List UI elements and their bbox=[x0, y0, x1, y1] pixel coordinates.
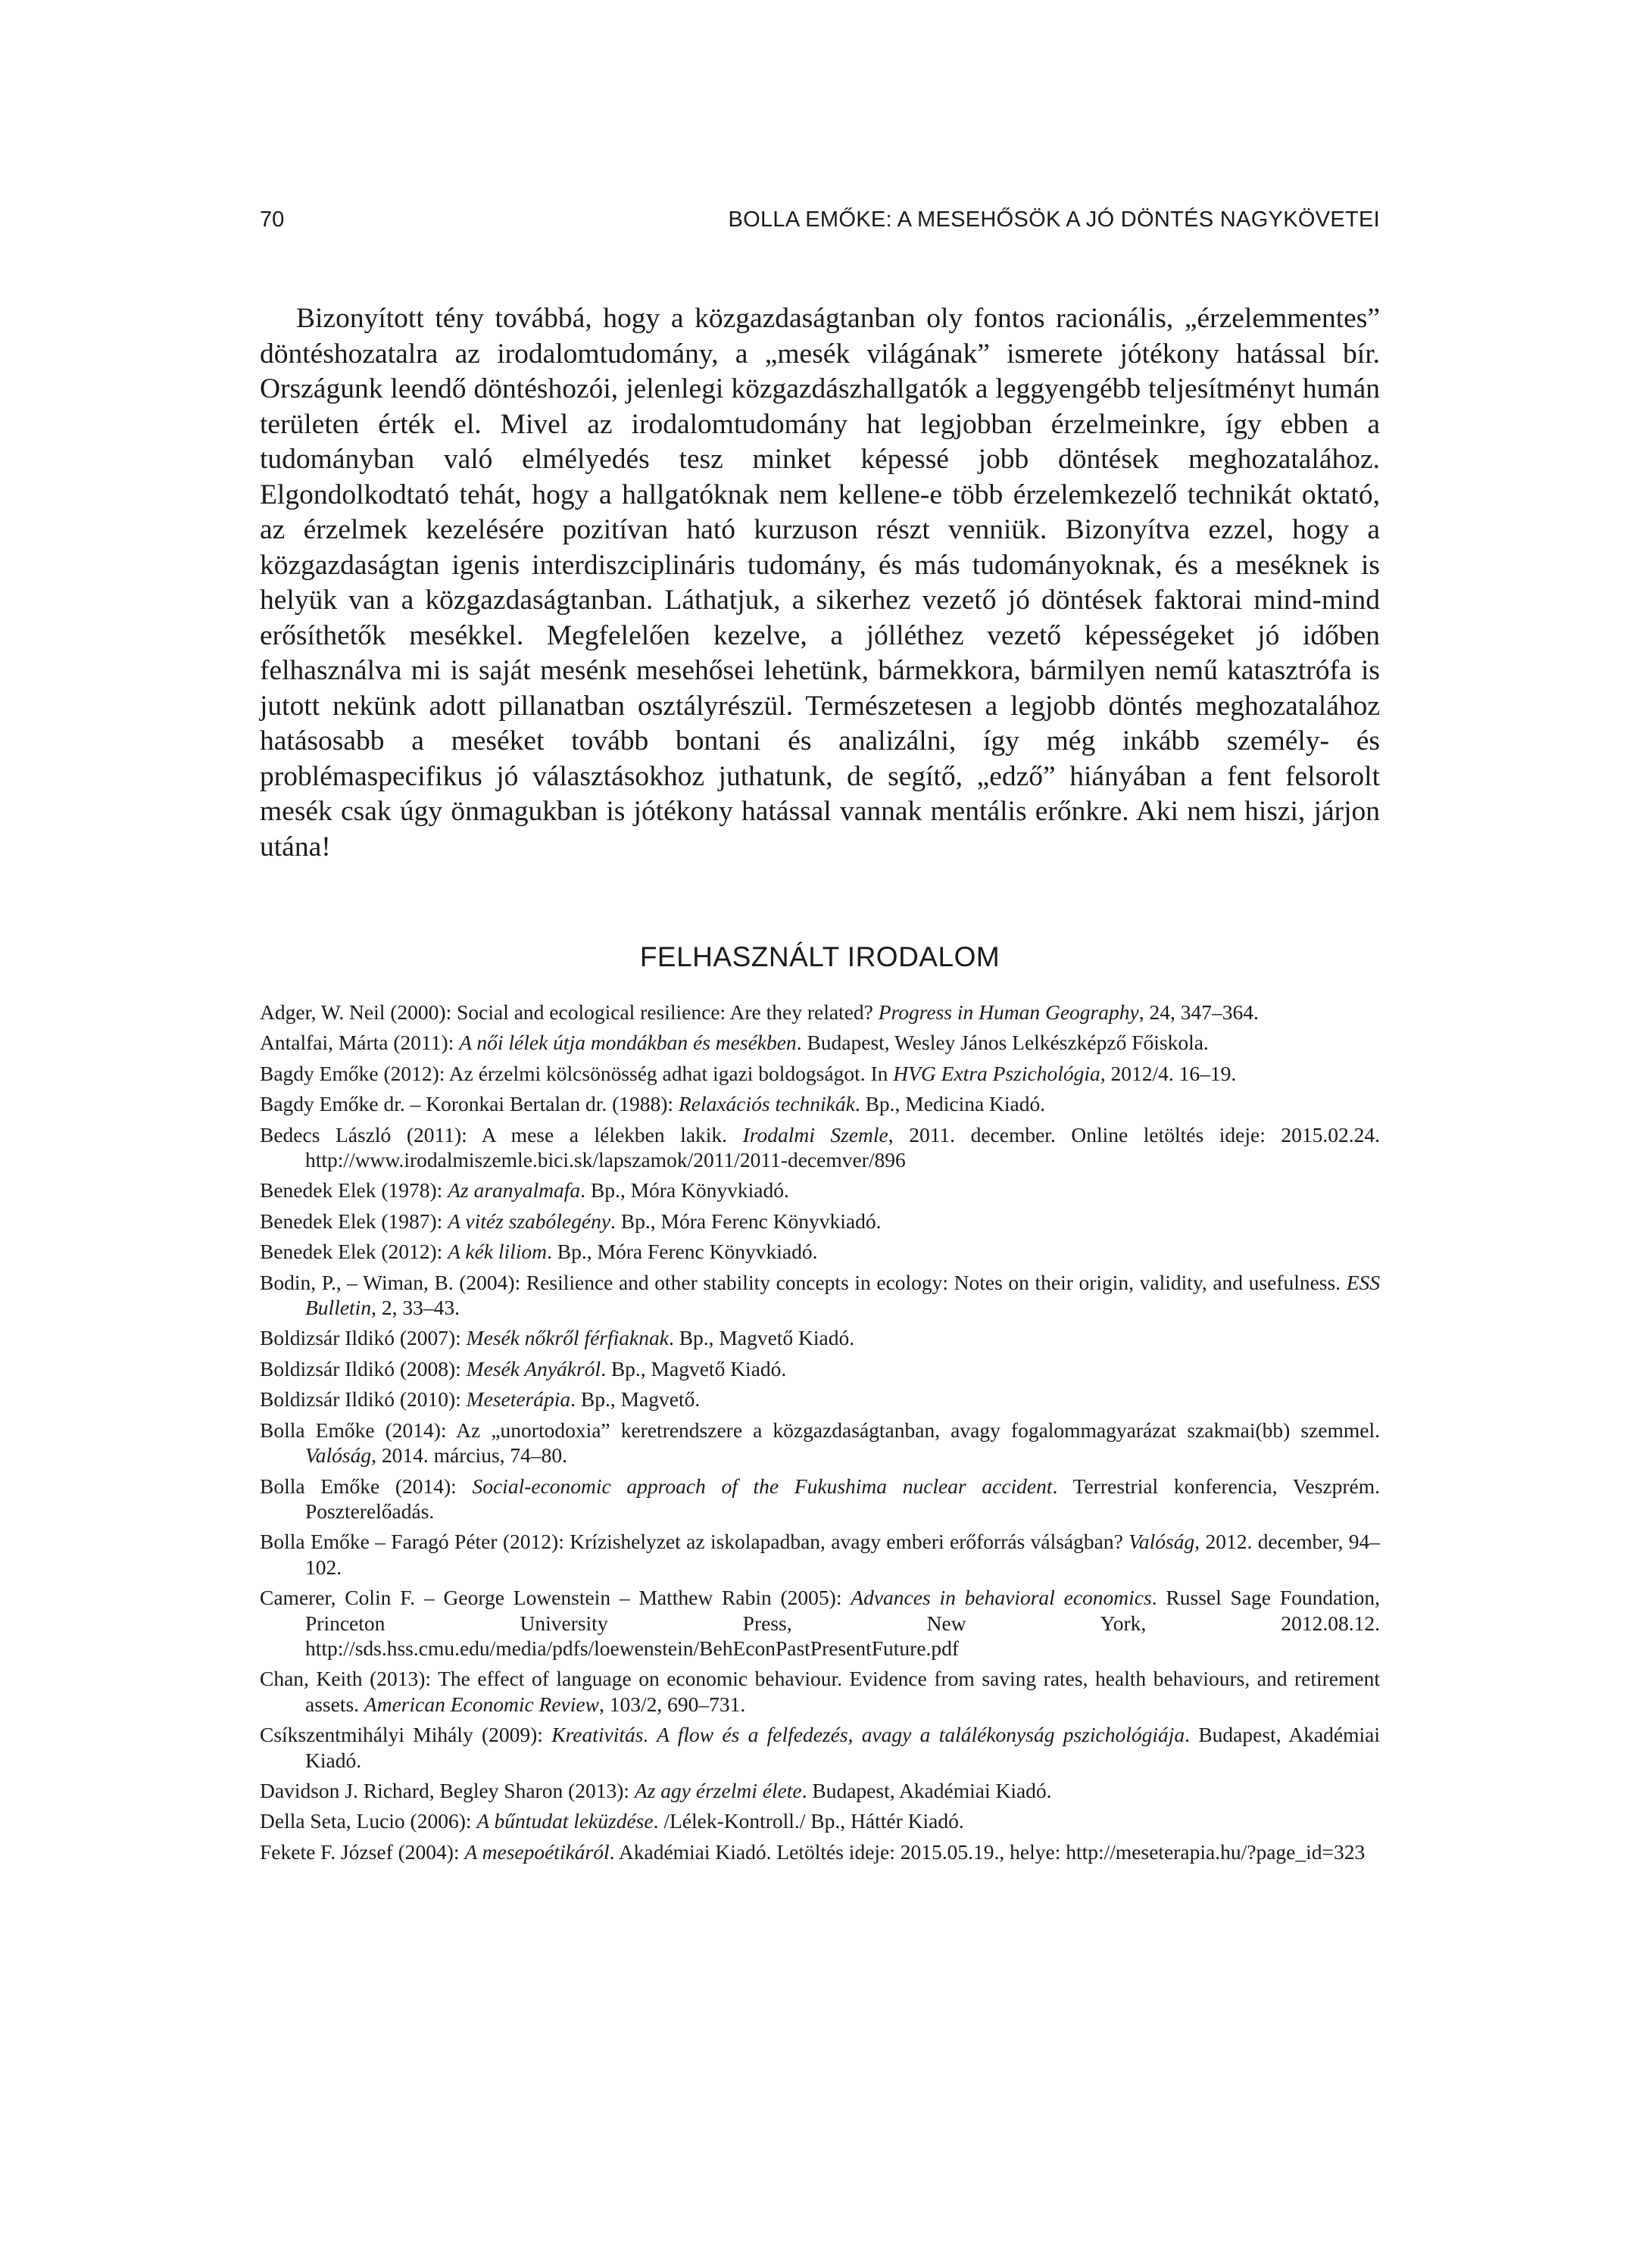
reference-title: Irodalmi Szemle bbox=[742, 1122, 888, 1146]
reference-text: Bagdy Emőke dr. – Koronkai Bertalan dr. (1988): bbox=[260, 1092, 679, 1116]
reference-title: Meseterápia bbox=[466, 1387, 571, 1412]
reference-text: Boldizsár Ildikó (2008): bbox=[260, 1356, 467, 1380]
reference-title: A bűntudat leküzdése bbox=[476, 1809, 654, 1833]
reference-item bbox=[260, 1666, 1380, 1717]
reference-text: Bolla Emőke – Faragó Péter (2012): Krízishelyzet az iskolapadban, avagy emberi erőforrás válságban? bbox=[260, 1530, 1129, 1554]
reference-item bbox=[260, 1778, 1380, 1803]
reference-title: HVG Extra Pszichológia bbox=[893, 1061, 1100, 1085]
reference-text: Bolla Emőke (2014): Az „unortodoxia” keretrendszere a közgazdaságtanban, avagy fogalommagyarázat szakmai(bb) szemmel. bbox=[260, 1418, 1380, 1442]
reference-item bbox=[260, 1387, 1380, 1412]
reference-details: , 103/2, 690–731. bbox=[598, 1692, 746, 1716]
reference-item bbox=[260, 1000, 1380, 1025]
reference-item bbox=[260, 1722, 1380, 1773]
reference-details: . Bp., Móra Ferenc Könyvkiadó. bbox=[547, 1240, 818, 1264]
reference-text: Davidson J. Richard, Begley Sharon (2013): bbox=[260, 1778, 635, 1802]
reference-title: Az agy érzelmi élete bbox=[634, 1778, 802, 1802]
reference-item bbox=[260, 1239, 1380, 1264]
reference-details: , 2014. március, 74–80. bbox=[371, 1443, 568, 1468]
reference-text: Boldizsár Ildikó (2007): bbox=[260, 1326, 467, 1350]
page-number: 70 bbox=[260, 207, 285, 232]
reference-item bbox=[260, 1474, 1380, 1524]
reference-details: , 24, 347–364. bbox=[1138, 1000, 1259, 1024]
reference-details: , 2012/4. 16–19. bbox=[1100, 1061, 1237, 1085]
body-paragraph: Bizonyított tény továbbá, hogy a közgazdaságtanban oly fontos racionális, „érzelemmentes” döntéshozatalra az irodalomtudomány, a „mesék világának” ismerete jótékony hatással bír. Országunk leendő döntéshozói, jelenlegi közgazdászhallgatók a leggyengébb teljesítményt humán területen érték el. Mivel az irodalomtudomány hat legjobban érzelmeinkre, így ebben a tudományban való elmélyedés tesz minket képessé jobb döntések meghozatalához. Elgondolkodtató tehát, hogy a hallgatóknak nem kellene-e több érzelemkezelő technikát oktató, az érzelmek kezelésére pozitívan ható kurzuson részt venniük. Bizonyítva ezzel, hogy a közgazdaságtan igenis interdiszciplináris tudomány, és más tudományoknak, és a meséknek is helyük van a közgazdaságtanban. Láthatjuk, a sikerhez vezető jó döntések faktorai mind-mind erősíthetők mesékkel. Megfelelően kezelve, a jólléthez vezető képességeket jó időben felhasználva mi is saját mesénk mesehősei lehetünk, bármekkora, bármilyen nemű katasztrófa is jutott nekünk adott pillanatban osztályrészül. Természetesen a legjobb döntés meghozatalához hatásosabb a meséket tovább bontani és analizálni, így még inkább személy- és problémaspecifikus jó választásokhoz juthatunk, de segítő, „edző” hiányában a fent felsorolt mesék csak úgy önmagukban is jótékony hatással vannak mentális erőnkre. Aki nem hiszi, járjon utána! bbox=[260, 303, 1380, 863]
reference-item bbox=[260, 1091, 1380, 1116]
reference-details: . Bp., Móra Ferenc Könyvkiadó. bbox=[610, 1209, 882, 1233]
reference-details: . /Lélek-Kontroll./ Bp., Háttér Kiadó. bbox=[653, 1809, 964, 1833]
reference-title: Valóság bbox=[1128, 1530, 1195, 1554]
reference-details: . Bp., Magvető. bbox=[570, 1387, 701, 1412]
reference-details: . Bp., Medicina Kiadó. bbox=[854, 1092, 1046, 1116]
reference-title: A vitéz szabólegény bbox=[448, 1209, 611, 1233]
reference-item bbox=[260, 1030, 1380, 1055]
reference-item bbox=[260, 1122, 1380, 1173]
reference-title: Mesék Anyákról bbox=[466, 1356, 601, 1380]
reference-item bbox=[260, 1270, 1380, 1321]
reference-title: A női lélek útja mondákban és mesékben bbox=[459, 1031, 797, 1055]
reference-item bbox=[260, 1839, 1380, 1864]
reference-title: Advances in behavioral economics bbox=[851, 1586, 1152, 1610]
reference-text: Fekete F. József (2004): bbox=[260, 1839, 465, 1864]
reference-details: . Russel Sage Foundation, Princeton University Press, New York, 2012.08.12. http://sds.hss.cmu.edu/media/pdfs/loewenstein/BehEconPastPresentFuture.pdf bbox=[305, 1586, 1380, 1660]
reference-item bbox=[260, 1325, 1380, 1350]
reference-item bbox=[260, 1418, 1380, 1468]
reference-title: Social-economic approach of the Fukushima nuclear accident bbox=[472, 1474, 1053, 1498]
reference-title: American Economic Review bbox=[364, 1692, 599, 1716]
reference-details: . Terrestrial konferencia, Veszprém. Poszterelőadás. bbox=[305, 1474, 1380, 1523]
reference-details: . Akadémiai Kiadó. Letöltés ideje: 2015.05.19., helye: http://meseterapia.hu/?page_id=323 bbox=[609, 1839, 1366, 1864]
references-list bbox=[260, 1000, 1380, 1870]
reference-text: Adger, W. Neil (2000): Social and ecological resilience: Are they related? bbox=[260, 1000, 879, 1024]
reference-item bbox=[260, 1178, 1380, 1203]
reference-title: Kreativitás. A flow és a felfedezés, avagy a találékonyság pszichológiája bbox=[551, 1723, 1185, 1747]
reference-text: Bodin, P., – Wiman, B. (2004): Resilience and other stability concepts in ecology: Notes on their origin, validity, and usefulness. bbox=[260, 1270, 1347, 1294]
reference-text: Csíkszentmihályi Mihály (2009): bbox=[260, 1723, 552, 1747]
reference-text: Antalfai, Márta (2011): bbox=[260, 1031, 460, 1055]
reference-details: . Budapest, Wesley János Lelkészképző Főiskola. bbox=[796, 1031, 1209, 1055]
references-heading: FELHASZNÁLT IRODALOM bbox=[639, 941, 1000, 972]
reference-text: Bolla Emőke (2014): bbox=[260, 1474, 473, 1498]
reference-text: Della Seta, Lucio (2006): bbox=[260, 1809, 477, 1833]
reference-details: . Bp., Magvető Kiadó. bbox=[668, 1326, 855, 1350]
reference-item bbox=[260, 1585, 1380, 1661]
reference-details: , 2, 33–43. bbox=[371, 1296, 460, 1320]
reference-details: . Bp., Magvető Kiadó. bbox=[601, 1356, 787, 1380]
reference-title: ESS Bulletin bbox=[305, 1270, 1380, 1320]
reference-details: , 2011. december. Online letöltés ideje: 2015.02.24. http://www.irodalmiszemle.bici.sk/lapszamok/2011/2011-decemver/896 bbox=[305, 1122, 1381, 1172]
reference-title: Relaxációs technikák bbox=[678, 1092, 855, 1116]
reference-details: . Budapest, Akadémiai Kiadó. bbox=[801, 1778, 1052, 1802]
reference-details: . Budapest, Akadémiai Kiadó. bbox=[305, 1723, 1380, 1772]
reference-title: A mesepoétikáról bbox=[464, 1839, 610, 1864]
reference-title: Mesék nőkről férfiaknak bbox=[466, 1326, 669, 1350]
reference-text: Benedek Elek (1978): bbox=[260, 1178, 448, 1203]
reference-details: , 2012. december, 94–102. bbox=[305, 1530, 1380, 1579]
running-title: BOLLA EMŐKE: A MESEHŐSÖK A JÓ DÖNTÉS NAGYKÖVETEI bbox=[728, 207, 1380, 232]
reference-text: Chan, Keith (2013): The effect of language on economic behaviour. Evidence from saving rates, health behaviours, and retirement assets. bbox=[260, 1667, 1380, 1716]
reference-text: Camerer, Colin F. – George Lowenstein – Matthew Rabin (2005): bbox=[260, 1586, 851, 1610]
reference-text: Boldizsár Ildikó (2010): bbox=[260, 1387, 467, 1412]
reference-item bbox=[260, 1529, 1380, 1580]
reference-item bbox=[260, 1061, 1380, 1086]
reference-title: A kék liliom bbox=[448, 1240, 548, 1264]
reference-title: Az aranyalmafa bbox=[448, 1178, 581, 1203]
reference-text: Bedecs László (2011): A mese a lélekben lakik. bbox=[260, 1122, 743, 1146]
reference-title: Valóság bbox=[305, 1443, 372, 1468]
reference-item bbox=[260, 1808, 1380, 1833]
reference-details: . Bp., Móra Könyvkiadó. bbox=[580, 1178, 789, 1203]
reference-text: Benedek Elek (1987): bbox=[260, 1209, 448, 1233]
page-header bbox=[260, 203, 1380, 236]
reference-item bbox=[260, 1356, 1380, 1381]
reference-title: Progress in Human Geography bbox=[878, 1000, 1139, 1024]
reference-text: Bagdy Emőke (2012): Az érzelmi kölcsönösség adhat igazi boldogságot. In bbox=[260, 1061, 894, 1085]
reference-item bbox=[260, 1209, 1380, 1234]
reference-text: Benedek Elek (2012): bbox=[260, 1240, 448, 1264]
